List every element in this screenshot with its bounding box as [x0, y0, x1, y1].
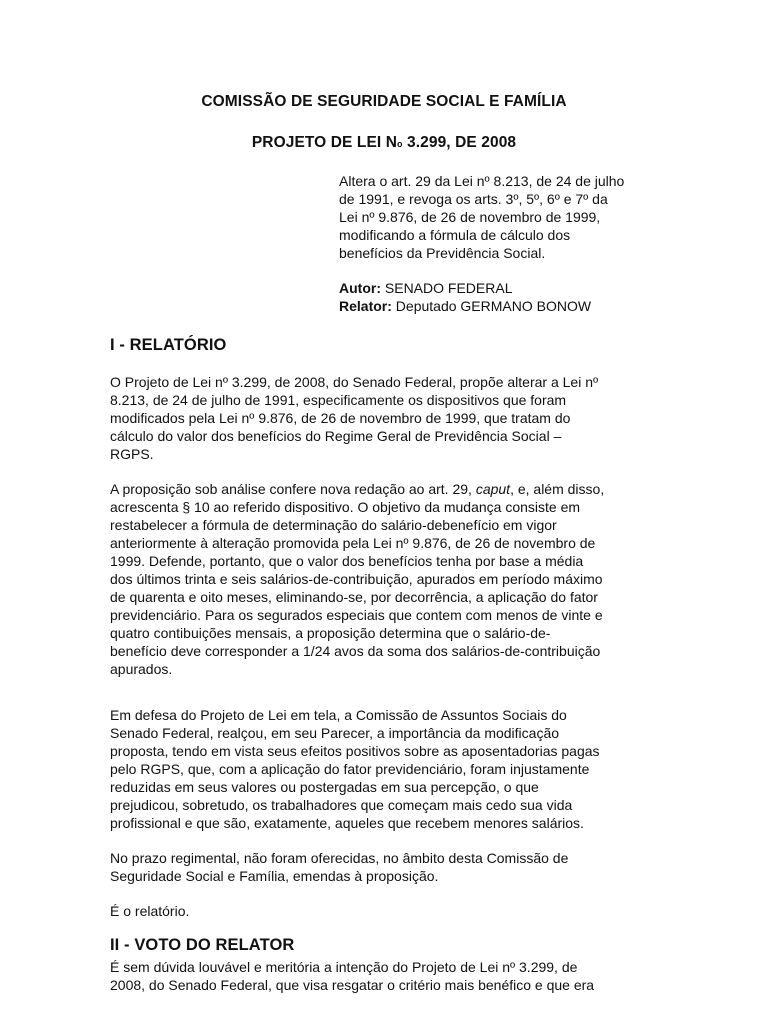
paragraph-line: cálculo do valor dos benefícios do Regime Geral de Previdência Social – [110, 428, 562, 444]
paragraph-line: RGPS. [110, 446, 154, 462]
report-paragraph-4 [110, 849, 660, 885]
bill-credits [339, 279, 591, 315]
paragraph-line: No prazo regimental, não foram oferecidas, no âmbito desta Comissão de [110, 850, 569, 866]
commission-title: COMISSÃO DE SEGURIDADE SOCIAL E FAMÍLIA [201, 93, 567, 110]
paragraph-line: prejudicou, sobretudo, os trabalhadores que começam mais cedo sua vida [110, 797, 573, 813]
report-paragraph-2 [110, 480, 660, 678]
paragraph-line: anteriormente à alteração promovida pela Lei nº 9.876, de 26 de novembro de [110, 535, 596, 551]
paragraph-line: É o relatório. [110, 903, 190, 919]
paragraph-line: modificados pela Lei nº 9.876, de 26 de novembro de 1999, que tratam do [110, 410, 571, 426]
paragraph-line: Senado Federal, realçou, em seu Parecer, a importância da modificação [110, 725, 560, 741]
summary-line: benefícios da Previdência Social. [339, 245, 546, 261]
paragraph-text: , e, além disso, [510, 481, 605, 497]
paragraph-line: restabelecer a fórmula de determinação do salário-debenefício em vigor [110, 517, 557, 533]
caput-term: caput [475, 481, 511, 497]
summary-line: Lei nº 9.876, de 26 de novembro de 1999, [339, 209, 601, 225]
bill-title [0, 134, 768, 152]
bill-number-mark: o [397, 139, 403, 149]
paragraph-line: dos últimos trinta e seis salários-de-contribuição, apurados em período máximo [110, 571, 603, 587]
paragraph-line: apurados. [110, 661, 173, 677]
report-heading: I - RELATÓRIO [110, 336, 227, 354]
paragraph-text: A proposição sob análise confere nova redação ao art. 29, [110, 481, 476, 497]
author-line [339, 279, 591, 297]
rapporteur-line [339, 297, 591, 315]
paragraph-line: O Projeto de Lei nº 3.299, de 2008, do Senado Federal, propõe alterar a Lei nº [110, 374, 599, 390]
paragraph-line [110, 480, 660, 498]
bill-title-suffix: 3.299, DE 2008 [402, 134, 517, 151]
paragraph-line: previdenciário. Para os segurados especiais que contem com menos de vinte e [110, 607, 603, 623]
paragraph-line: 8.213, de 24 de julho de 1991, especificamente os dispositivos que foram [110, 392, 567, 408]
paragraph-line: reduzidas em seus valores ou postergadas em sua percepção, o que [110, 779, 539, 795]
summary-line: Altera o art. 29 da Lei nº 8.213, de 24 de julho [339, 173, 625, 189]
report-paragraph-3 [110, 706, 660, 832]
paragraph-line: de quarenta e oito meses, eliminando-se, por decorrência, a aplicação do fator [110, 589, 598, 605]
rapporteur-label: Relator: [339, 298, 392, 314]
report-closing [110, 902, 660, 920]
paragraph-line: 1999. Defende, portanto, que o valor dos benefícios tenha por base a média [110, 553, 584, 569]
paragraph-line: Em defesa do Projeto de Lei em tela, a Comissão de Assuntos Sociais do [110, 707, 567, 723]
vote-paragraph-1 [110, 958, 660, 994]
summary-line: modificando a fórmula de cálculo dos [339, 227, 571, 243]
author-value: SENADO FEDERAL [381, 280, 513, 296]
summary-line: de 1991, e revoga os arts. 3º, 5º, 6º e 7º da [339, 191, 608, 207]
paragraph-line: profissional e que são, exatamente, aqueles que recebem menores salários. [110, 815, 584, 831]
paragraph-line: É sem dúvida louvável e meritória a intenção do Projeto de Lei nº 3.299, de [110, 959, 578, 975]
vote-heading: II - VOTO DO RELATOR [110, 936, 295, 954]
paragraph-line: benefício deve corresponder a 1/24 avos da soma dos salários-de-contribuição [110, 643, 601, 659]
rapporteur-value: Deputado GERMANO BONOW [391, 298, 592, 314]
paragraph-line: proposta, tendo em vista seus efeitos positivos sobre as aposentadorias pagas [110, 743, 600, 759]
paragraph-line: acrescenta § 10 ao referido dispositivo. O objetivo da mudança consiste em [110, 499, 581, 515]
bill-title-prefix: PROJETO DE LEI N [251, 134, 397, 151]
paragraph-line: pelo RGPS, que, com a aplicação do fator previdenciário, foram injustamente [110, 761, 590, 777]
paragraph-line: 2008, do Senado Federal, que visa resgatar o critério mais benéfico e que era [110, 977, 595, 993]
bill-summary [339, 172, 639, 262]
paragraph-line: Seguridade Social e Família, emendas à proposição. [110, 868, 439, 884]
paragraph-line: quatro contibuições mensais, a proposição determina que o salário-de- [110, 625, 551, 641]
report-paragraph-1 [110, 373, 660, 463]
author-label: Autor: [339, 280, 381, 296]
